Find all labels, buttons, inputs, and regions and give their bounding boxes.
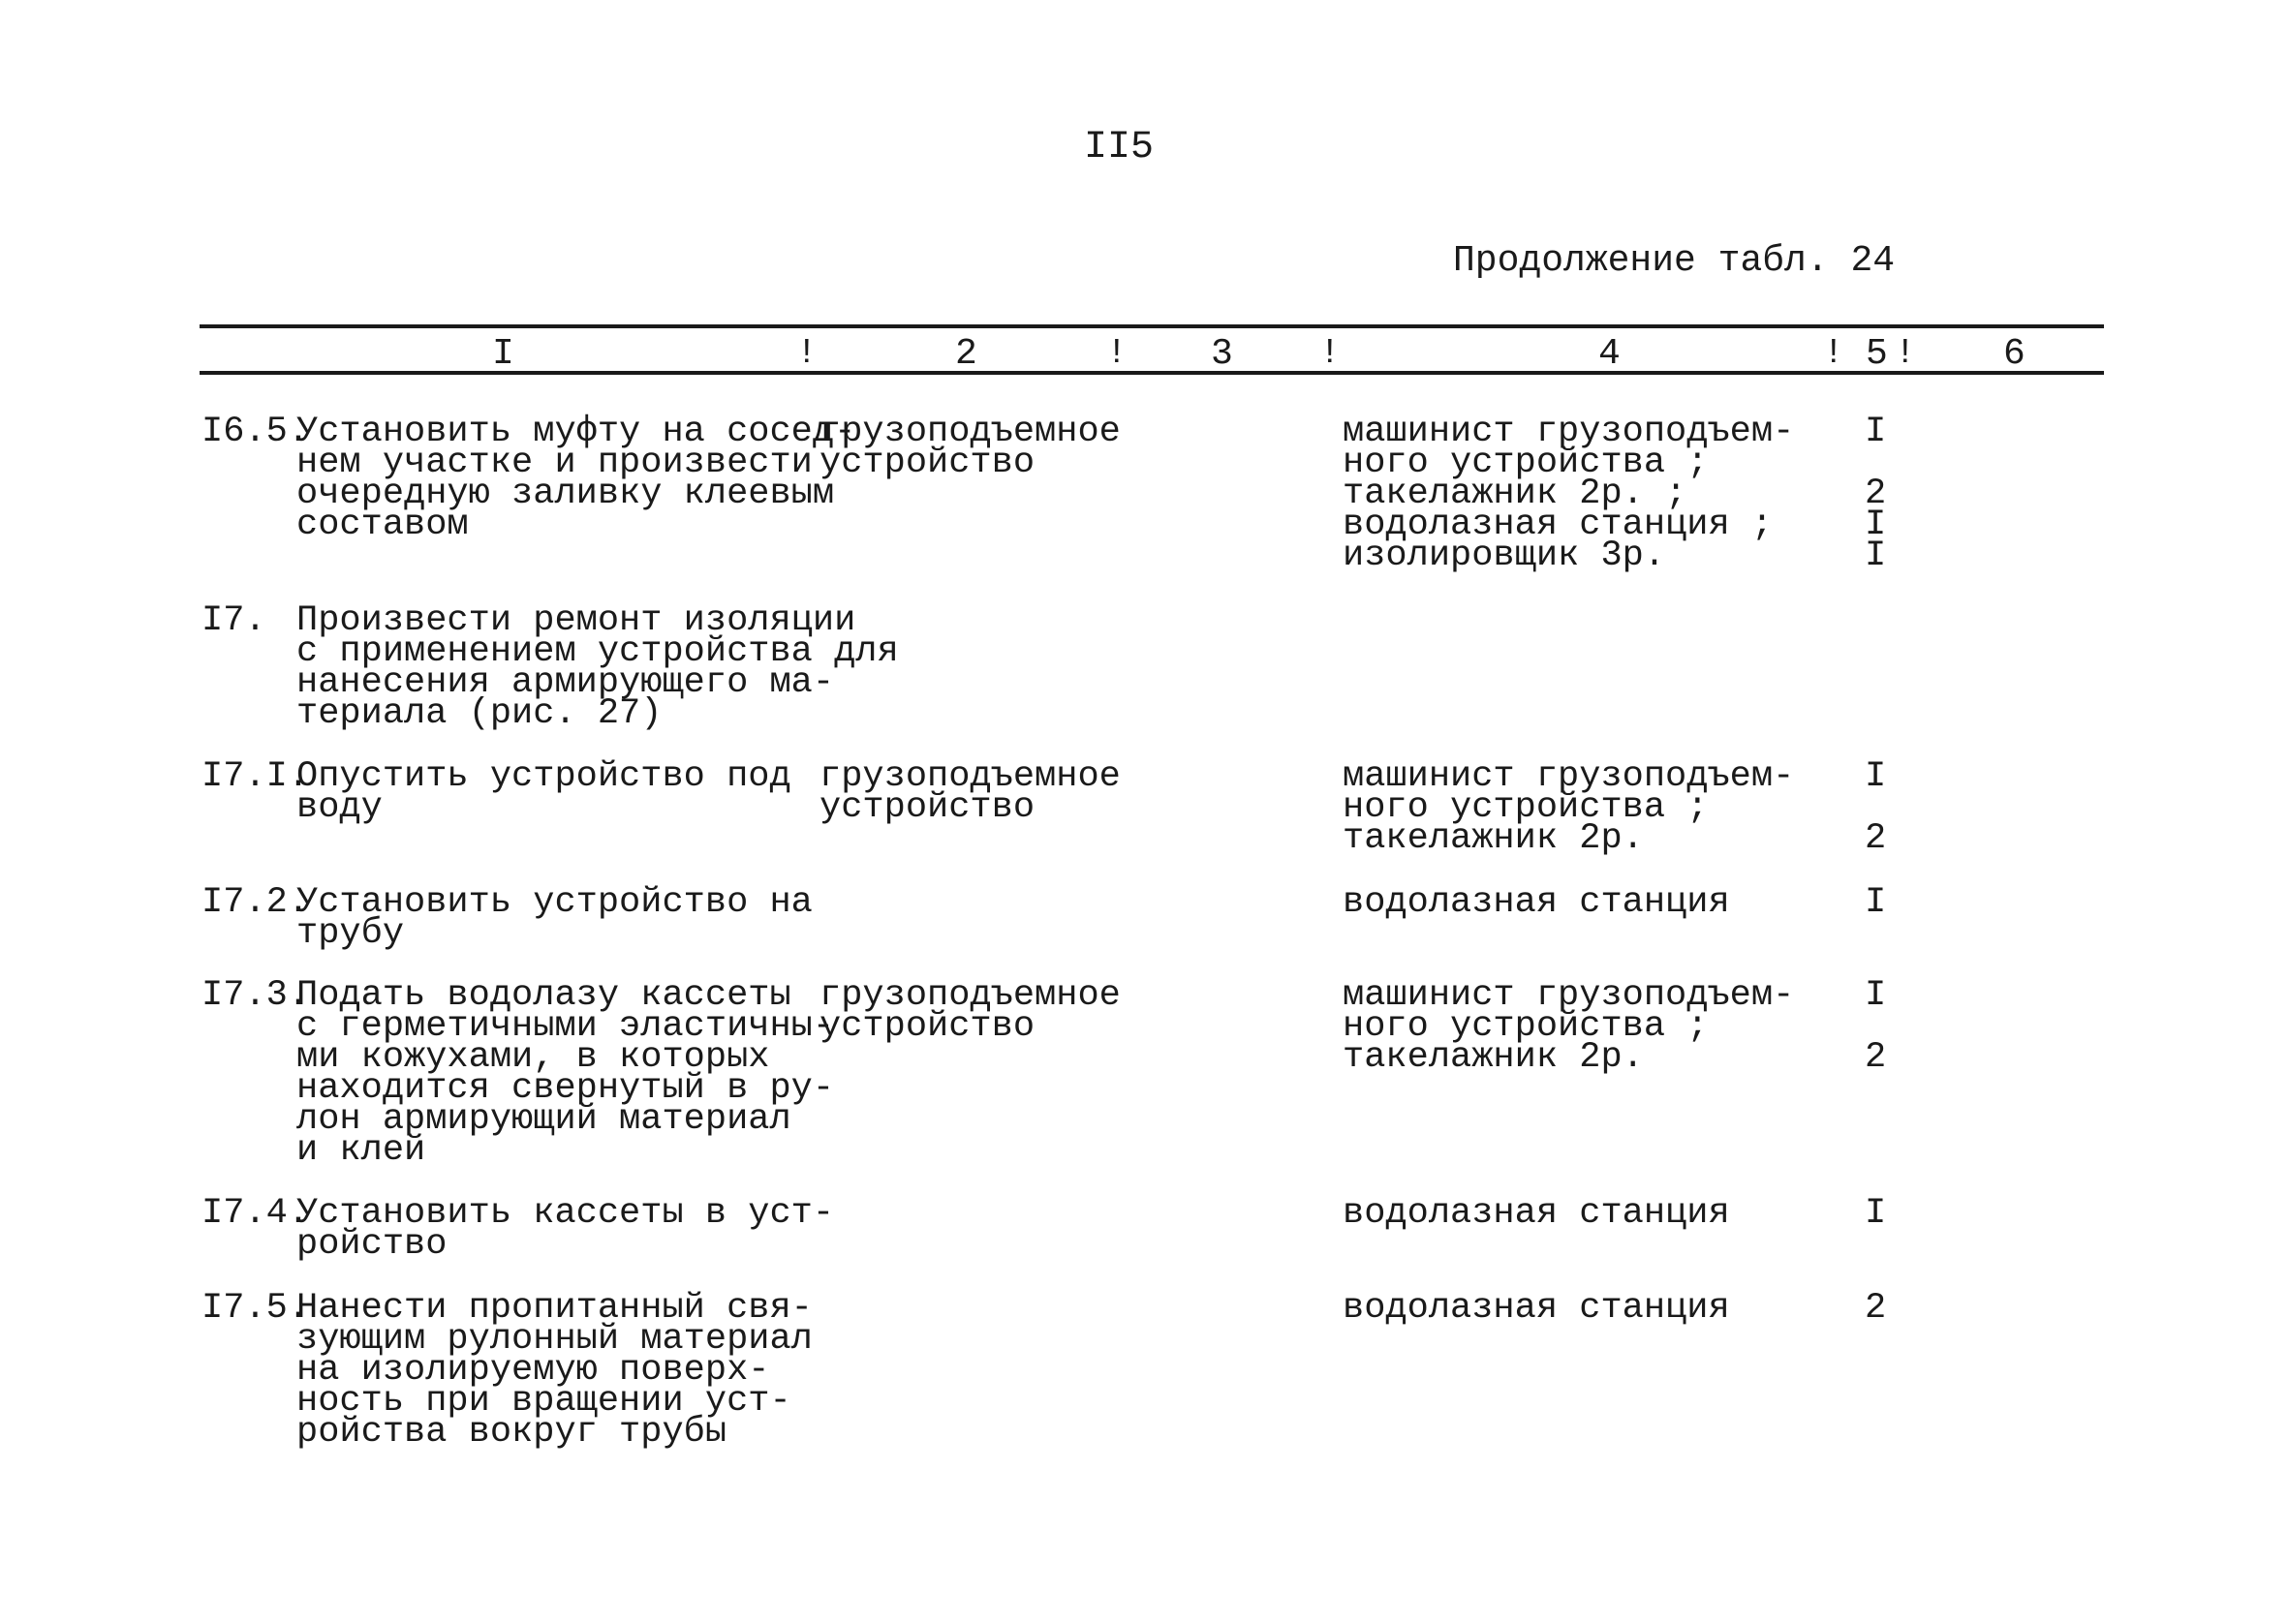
quantity-cell-line: I <box>1865 505 1887 545</box>
operation-description-line: Установить кассеты в уст- <box>296 1193 835 1234</box>
header-col-2: 2 <box>955 333 977 375</box>
operation-description-line: воду <box>296 787 383 828</box>
operation-description-line: трубу <box>296 913 405 954</box>
equipment-cell-line: грузоподъемное <box>819 756 1121 797</box>
operation-description-line: териала (рис. 27) <box>296 693 663 734</box>
quantity-cell-line: 2 <box>1865 1037 1887 1078</box>
operation-description-line: нанесения армирующего ма- <box>296 662 835 703</box>
table-caption: Продолжение табл. 24 <box>1453 240 1896 282</box>
quantity-cell-line: I <box>1865 412 1887 452</box>
quantity-cell-line: I <box>1865 882 1887 923</box>
operation-description-line: ми кожухами, в которых <box>296 1037 770 1078</box>
quantity-cell-line: 2 <box>1865 818 1887 859</box>
operation-number: I7.4. <box>201 1193 310 1234</box>
operation-description-line: Нанести пропитанный свя- <box>296 1288 813 1329</box>
quantity-cell-line: I <box>1865 1193 1887 1234</box>
workers-cell-line: такелажник 2р. ; <box>1343 474 1687 514</box>
workers-cell-line: ного устройства ; <box>1343 443 1709 483</box>
quantity-cell-line: 2 <box>1865 474 1887 514</box>
operation-number: I7. <box>201 600 266 641</box>
operation-description-line: нем участке и произвести <box>296 443 813 483</box>
header-col-6: 6 <box>2003 333 2025 375</box>
page-number: II5 <box>1083 126 1154 169</box>
operation-description-line: составом <box>296 505 469 545</box>
workers-cell-line: изолировщик 3р. <box>1343 536 1666 576</box>
equipment-cell-line: грузоподъемное <box>819 975 1121 1016</box>
operation-description-line: Произвести ремонт изоляции <box>296 600 856 641</box>
header-col-4: 4 <box>1598 333 1621 375</box>
workers-cell-line: такелажник 2р. <box>1343 818 1644 859</box>
operation-description-line: находится свернутый в ру- <box>296 1068 835 1109</box>
quantity-cell-line: 2 <box>1865 1288 1887 1329</box>
operation-description-line: ность при вращении уст- <box>296 1381 791 1422</box>
operation-description-line: Опустить устройство под <box>296 756 791 797</box>
operation-description-line: ройство <box>296 1224 448 1265</box>
equipment-cell-line: грузоподъемное <box>819 412 1121 452</box>
workers-cell-line: ного устройства ; <box>1343 787 1709 828</box>
workers-cell-line: водолазная станция <box>1343 1288 1730 1329</box>
operation-description-line: зующим рулонный материал <box>296 1319 813 1360</box>
operation-description-line: очередную заливку клеевым <box>296 474 835 514</box>
workers-cell-line: водолазная станция <box>1343 1193 1730 1234</box>
workers-cell-line: такелажник 2р. <box>1343 1037 1644 1078</box>
header-separator: ! <box>796 333 818 373</box>
workers-cell-line: водолазная станция ; <box>1343 505 1774 545</box>
operation-description-line: Подать водолазу кассеты <box>296 975 791 1016</box>
operation-description-line: и клей <box>296 1130 426 1171</box>
header-separator: ! <box>1106 333 1128 373</box>
operation-description-line: с герметичными эластичны- <box>296 1006 835 1047</box>
operation-description-line: на изолируемую поверх- <box>296 1350 770 1391</box>
operation-description-line: ройства вокруг трубы <box>296 1412 727 1453</box>
workers-cell-line: водолазная станция <box>1343 882 1730 923</box>
header-col-5: 5 <box>1866 333 1888 375</box>
header-separator: ! <box>1895 333 1916 373</box>
quantity-cell-line: I <box>1865 975 1887 1016</box>
workers-cell-line: машинист грузоподъем- <box>1343 412 1795 452</box>
header-separator: ! <box>1823 333 1844 373</box>
workers-cell-line: машинист грузоподъем- <box>1343 975 1795 1016</box>
operation-number: I6.5. <box>201 412 310 452</box>
operation-description-line: лон армирующий материал <box>296 1099 791 1140</box>
operation-number: I7.2. <box>201 882 310 923</box>
workers-cell-line: ного устройства ; <box>1343 1006 1709 1047</box>
equipment-cell-line: устройство <box>819 443 1036 483</box>
operation-description-line: с применением устройства для <box>296 631 899 672</box>
header-col-1: I <box>492 333 514 375</box>
header-separator: ! <box>1319 333 1341 373</box>
operation-description-line: Установить устройство на <box>296 882 813 923</box>
quantity-cell-line: I <box>1865 536 1887 576</box>
quantity-cell-line: I <box>1865 756 1887 797</box>
table-top-rule <box>200 324 2104 328</box>
workers-cell-line: машинист грузоподъем- <box>1343 756 1795 797</box>
table-header-rule <box>200 371 2104 375</box>
operation-number: I7.I. <box>201 756 310 797</box>
equipment-cell-line: устройство <box>819 787 1036 828</box>
operation-number: I7.3. <box>201 975 310 1016</box>
operation-description-line: Установить муфту на сосед- <box>296 412 856 452</box>
header-col-3: 3 <box>1211 333 1233 375</box>
equipment-cell-line: устройство <box>819 1006 1036 1047</box>
operation-number: I7.5. <box>201 1288 310 1329</box>
